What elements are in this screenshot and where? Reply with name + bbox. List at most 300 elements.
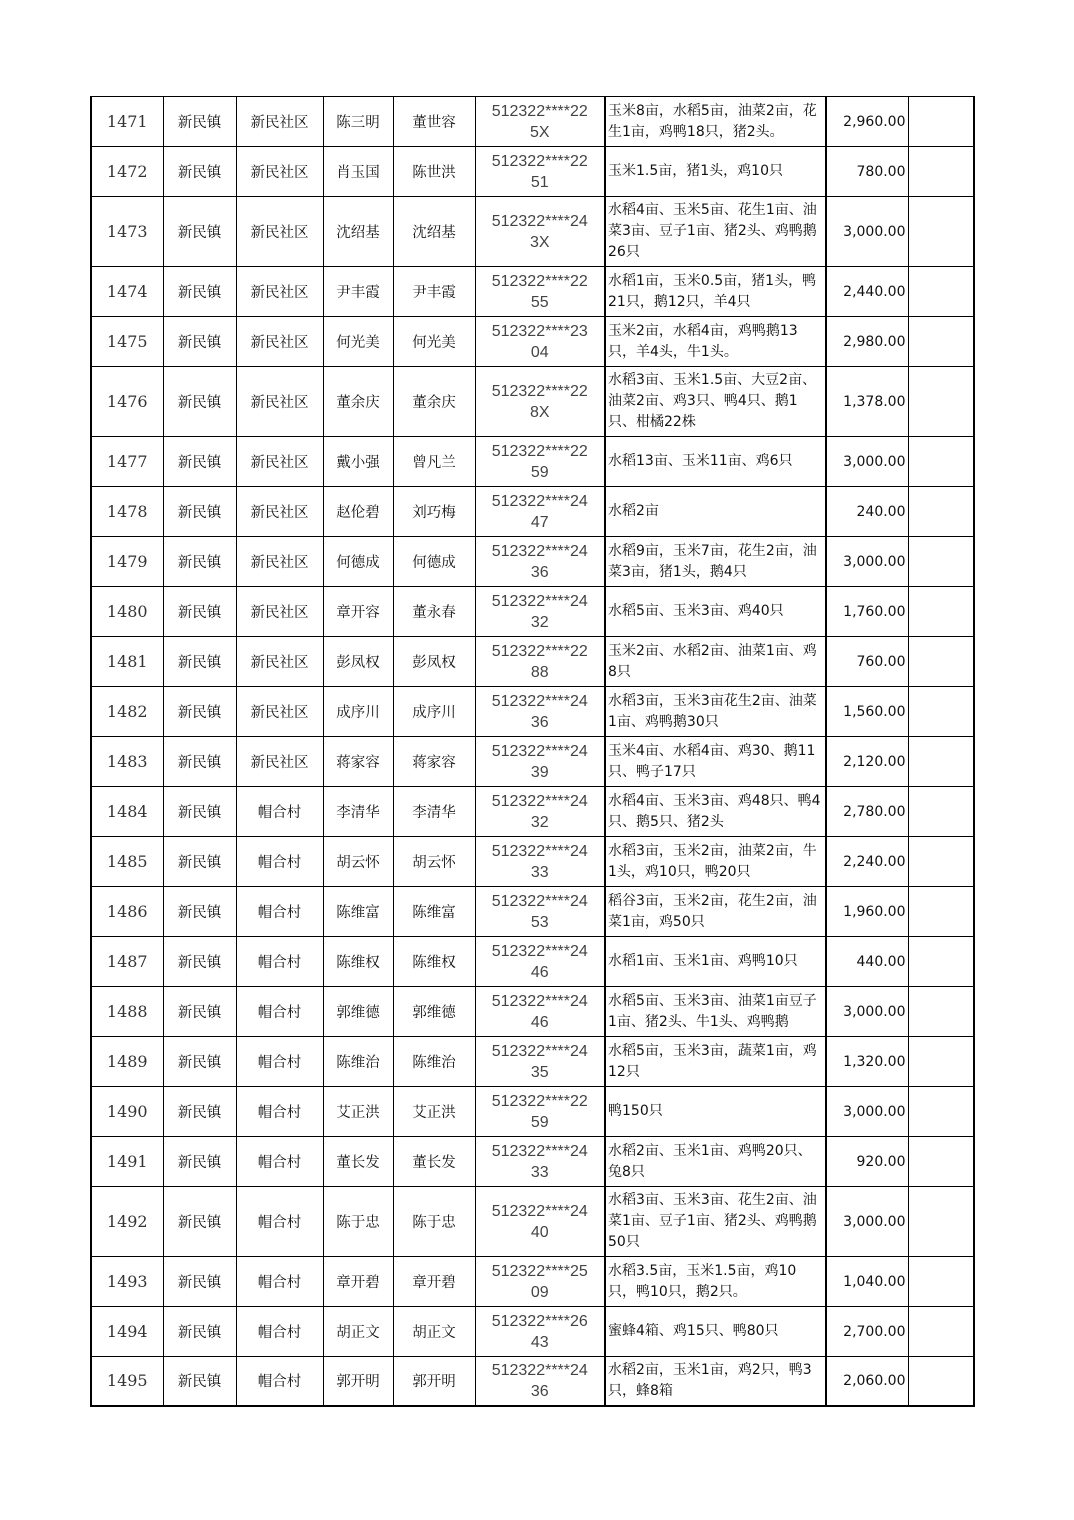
row-number: 1474 — [91, 267, 163, 317]
amount-cell: 780.00 — [826, 147, 908, 197]
table-row — [91, 1307, 974, 1357]
table-row — [91, 987, 974, 1037]
production-description-text: 玉米4亩、水稻4亩、鸡30、鹅11只、鸭子17只 — [608, 742, 816, 780]
id-number-cell — [475, 837, 605, 887]
remarks-cell — [908, 1307, 974, 1357]
id-number-cell — [475, 1187, 605, 1257]
household-head-cell: 胡正文 — [393, 1307, 475, 1357]
applicant-name-cell: 肖玉国 — [323, 147, 393, 197]
applicant-name-cell: 章开碧 — [323, 1257, 393, 1307]
applicant-name-cell: 董余庆 — [323, 367, 393, 437]
table-row — [91, 937, 974, 987]
production-description-text: 水稻1亩、玉米1亩、鸡鸭10只 — [608, 953, 798, 969]
town-cell: 新民镇 — [163, 537, 236, 587]
id-number-cell — [475, 367, 605, 437]
applicant-name-cell: 何德成 — [323, 537, 393, 587]
id-number-part: 512322****24 — [491, 842, 588, 860]
table-row — [91, 267, 974, 317]
applicant-name-cell: 何光美 — [323, 317, 393, 367]
production-description-cell — [605, 1037, 826, 1087]
table-row — [91, 317, 974, 367]
production-description-cell — [605, 637, 826, 687]
id-number-part: 512322****24 — [491, 792, 588, 810]
id-number-part: 39 — [530, 763, 549, 781]
row-number: 1479 — [91, 537, 163, 587]
id-number-part: 36 — [530, 1382, 549, 1400]
id-number-cell — [475, 147, 605, 197]
row-number: 1476 — [91, 367, 163, 437]
id-number-cell — [475, 487, 605, 537]
production-description-cell — [605, 1257, 826, 1307]
id-number-cell — [475, 1257, 605, 1307]
production-description-text: 水稻13亩、玉米11亩、鸡6只 — [608, 453, 793, 469]
applicant-name-cell: 陈维治 — [323, 1037, 393, 1087]
id-number-part: 04 — [530, 343, 549, 361]
village-cell: 新民社区 — [236, 637, 323, 687]
applicant-name-cell: 陈维富 — [323, 887, 393, 937]
town-cell: 新民镇 — [163, 197, 236, 267]
id-number-cell — [475, 317, 605, 367]
remarks-cell — [908, 637, 974, 687]
household-head-cell: 董长发 — [393, 1137, 475, 1187]
household-head-cell: 刘巧梅 — [393, 487, 475, 537]
production-description-cell — [605, 317, 826, 367]
amount-cell: 3,000.00 — [826, 437, 908, 487]
household-head-cell: 成序川 — [393, 687, 475, 737]
remarks-cell — [908, 587, 974, 637]
amount-cell: 1,040.00 — [826, 1257, 908, 1307]
table-row — [91, 487, 974, 537]
production-description-text: 玉米2亩、水稻2亩、油菜1亩、鸡8只 — [608, 642, 817, 680]
production-description-text: 水稻1亩，玉米0.5亩，猪1头，鸭21只，鹅12只，羊4只 — [608, 272, 817, 310]
production-description-text: 玉米1.5亩，猪1头，鸡10只 — [608, 163, 783, 179]
household-head-cell: 沈绍基 — [393, 197, 475, 267]
id-number-cell — [475, 637, 605, 687]
id-number-cell — [475, 737, 605, 787]
town-cell: 新民镇 — [163, 587, 236, 637]
village-cell: 帽合村 — [236, 937, 323, 987]
id-number-part: 512322****22 — [491, 1092, 588, 1110]
applicant-name-cell: 章开容 — [323, 587, 393, 637]
town-cell: 新民镇 — [163, 1037, 236, 1087]
table-row — [91, 147, 974, 197]
production-description-text: 水稻4亩、玉米3亩、鸡48只、鸭4只、鹅5只、猪2头 — [608, 792, 821, 830]
amount-cell: 3,000.00 — [826, 1087, 908, 1137]
remarks-cell — [908, 147, 974, 197]
applicant-name-cell: 彭凤权 — [323, 637, 393, 687]
id-number-part: 59 — [530, 463, 549, 481]
production-description-text: 玉米8亩，水稻5亩，油菜2亩，花生1亩，鸡鸭18只，猪2头。 — [608, 102, 817, 140]
village-cell: 新民社区 — [236, 97, 323, 147]
id-number-part: 32 — [530, 613, 549, 631]
table-row — [91, 437, 974, 487]
production-description-cell — [605, 887, 826, 937]
id-number-cell — [475, 1357, 605, 1406]
town-cell: 新民镇 — [163, 267, 236, 317]
id-number-part: 43 — [530, 1333, 549, 1351]
table-row — [91, 367, 974, 437]
town-cell: 新民镇 — [163, 1257, 236, 1307]
amount-cell: 1,320.00 — [826, 1037, 908, 1087]
production-description-text: 水稻9亩，玉米7亩，花生2亩，油菜3亩，猪1头，鹅4只 — [608, 542, 817, 580]
production-description-cell — [605, 987, 826, 1037]
row-number: 1472 — [91, 147, 163, 197]
id-number-cell — [475, 97, 605, 147]
applicant-name-cell: 蒋家容 — [323, 737, 393, 787]
town-cell: 新民镇 — [163, 987, 236, 1037]
id-number-part: 512322****24 — [491, 542, 588, 560]
household-head-cell: 尹丰霞 — [393, 267, 475, 317]
table-row — [91, 1037, 974, 1087]
household-head-cell: 董世容 — [393, 97, 475, 147]
amount-cell: 1,760.00 — [826, 587, 908, 637]
production-description-text: 水稻5亩，玉米3亩，蔬菜1亩，鸡12只 — [608, 1042, 817, 1080]
amount-cell: 2,060.00 — [826, 1357, 908, 1406]
production-description-cell — [605, 937, 826, 987]
id-number-part: 512322****22 — [491, 442, 588, 460]
production-description-cell — [605, 147, 826, 197]
production-description-cell — [605, 587, 826, 637]
amount-cell: 760.00 — [826, 637, 908, 687]
id-number-part: 512322****24 — [491, 492, 588, 510]
id-number-cell — [475, 537, 605, 587]
remarks-cell — [908, 987, 974, 1037]
applicant-name-cell: 陈维权 — [323, 937, 393, 987]
row-number: 1492 — [91, 1187, 163, 1257]
row-number: 1493 — [91, 1257, 163, 1307]
applicant-name-cell: 陈于忠 — [323, 1187, 393, 1257]
production-description-text: 水稻2亩，玉米1亩，鸡2只，鸭3只，蜂8箱 — [608, 1361, 812, 1399]
village-cell: 帽合村 — [236, 1357, 323, 1406]
id-number-part: 09 — [530, 1283, 549, 1301]
production-description-cell — [605, 1307, 826, 1357]
production-description-text: 水稻3亩，玉米2亩，油菜2亩，牛1头，鸡10只，鸭20只 — [608, 842, 817, 880]
village-cell: 帽合村 — [236, 1037, 323, 1087]
town-cell: 新民镇 — [163, 937, 236, 987]
id-number-part: 512322****24 — [491, 742, 588, 760]
amount-cell: 1,378.00 — [826, 367, 908, 437]
applicant-name-cell: 胡正文 — [323, 1307, 393, 1357]
village-cell: 帽合村 — [236, 837, 323, 887]
table-row — [91, 737, 974, 787]
table-row — [91, 687, 974, 737]
id-number-part: 46 — [530, 963, 549, 981]
production-description-cell — [605, 267, 826, 317]
production-description-text: 玉米2亩，水稻4亩，鸡鸭鹅13只，羊4头，牛1头。 — [608, 322, 798, 360]
village-cell: 新民社区 — [236, 487, 323, 537]
id-number-part: 32 — [530, 813, 549, 831]
id-number-part: 88 — [530, 663, 549, 681]
id-number-cell — [475, 987, 605, 1037]
amount-cell: 2,780.00 — [826, 787, 908, 837]
row-number: 1491 — [91, 1137, 163, 1187]
applicant-name-cell: 戴小强 — [323, 437, 393, 487]
id-number-part: 35 — [530, 1063, 549, 1081]
town-cell: 新民镇 — [163, 1187, 236, 1257]
remarks-cell — [908, 1187, 974, 1257]
id-number-cell — [475, 1307, 605, 1357]
id-number-cell — [475, 937, 605, 987]
remarks-cell — [908, 267, 974, 317]
id-number-part: 36 — [530, 563, 549, 581]
production-description-cell — [605, 1137, 826, 1187]
town-cell: 新民镇 — [163, 837, 236, 887]
row-number: 1494 — [91, 1307, 163, 1357]
household-head-cell: 董余庆 — [393, 367, 475, 437]
village-cell: 新民社区 — [236, 737, 323, 787]
household-head-cell: 胡云怀 — [393, 837, 475, 887]
village-cell: 帽合村 — [236, 1137, 323, 1187]
applicant-name-cell: 成序川 — [323, 687, 393, 737]
production-description-text: 水稻3亩、玉米1.5亩、大豆2亩、油菜2亩、鸡3只、鸭4只、鹅1只、柑橘22株 — [608, 372, 817, 430]
village-cell: 新民社区 — [236, 687, 323, 737]
applicant-name-cell: 董长发 — [323, 1137, 393, 1187]
applicant-name-cell: 胡云怀 — [323, 837, 393, 887]
amount-cell: 1,960.00 — [826, 887, 908, 937]
household-head-cell: 蒋家容 — [393, 737, 475, 787]
production-description-cell — [605, 367, 826, 437]
production-description-cell — [605, 537, 826, 587]
row-number: 1483 — [91, 737, 163, 787]
town-cell: 新民镇 — [163, 367, 236, 437]
household-head-cell: 曾凡兰 — [393, 437, 475, 487]
village-cell: 帽合村 — [236, 787, 323, 837]
amount-cell: 2,960.00 — [826, 97, 908, 147]
remarks-cell — [908, 937, 974, 987]
row-number: 1471 — [91, 97, 163, 147]
remarks-cell — [908, 1137, 974, 1187]
production-description-cell — [605, 837, 826, 887]
records-table — [90, 96, 975, 1407]
row-number: 1495 — [91, 1357, 163, 1406]
remarks-cell — [908, 1257, 974, 1307]
applicant-name-cell: 李清华 — [323, 787, 393, 837]
town-cell: 新民镇 — [163, 317, 236, 367]
id-number-part: 512322****24 — [491, 1361, 588, 1379]
id-number-part: 33 — [530, 1163, 549, 1181]
town-cell: 新民镇 — [163, 437, 236, 487]
row-number: 1488 — [91, 987, 163, 1037]
production-description-cell — [605, 97, 826, 147]
town-cell: 新民镇 — [163, 147, 236, 197]
production-description-cell — [605, 687, 826, 737]
row-number: 1490 — [91, 1087, 163, 1137]
row-number: 1486 — [91, 887, 163, 937]
production-description-text: 水稻2亩 — [608, 503, 659, 519]
table-row — [91, 887, 974, 937]
remarks-cell — [908, 367, 974, 437]
id-number-part: 512322****22 — [491, 382, 588, 400]
applicant-name-cell: 陈三明 — [323, 97, 393, 147]
production-description-text: 水稻3.5亩，玉米1.5亩，鸡10只，鸭10只，鹅2只。 — [608, 1262, 797, 1300]
remarks-cell — [908, 687, 974, 737]
row-number: 1473 — [91, 197, 163, 267]
production-description-cell — [605, 197, 826, 267]
village-cell: 新民社区 — [236, 317, 323, 367]
table-row — [91, 1257, 974, 1307]
household-head-cell: 艾正洪 — [393, 1087, 475, 1137]
id-number-part: 512322****22 — [491, 642, 588, 660]
amount-cell: 3,000.00 — [826, 987, 908, 1037]
id-number-part: 512322****25 — [491, 1262, 588, 1280]
id-number-part: 512322****24 — [491, 592, 588, 610]
household-head-cell: 陈于忠 — [393, 1187, 475, 1257]
household-head-cell: 何光美 — [393, 317, 475, 367]
household-head-cell: 董永春 — [393, 587, 475, 637]
household-head-cell: 李清华 — [393, 787, 475, 837]
village-cell: 帽合村 — [236, 1257, 323, 1307]
table-row — [91, 637, 974, 687]
production-description-text: 水稻2亩、玉米1亩、鸡鸭20只、兔8只 — [608, 1142, 812, 1180]
remarks-cell — [908, 437, 974, 487]
id-number-part: 33 — [530, 863, 549, 881]
id-number-part: 36 — [530, 713, 549, 731]
amount-cell: 2,440.00 — [826, 267, 908, 317]
household-head-cell: 郭开明 — [393, 1357, 475, 1406]
id-number-part: 8X — [529, 403, 550, 421]
id-number-part: 59 — [530, 1113, 549, 1131]
production-description-text: 水稻5亩、玉米3亩、鸡40只 — [608, 603, 784, 619]
applicant-name-cell: 艾正洪 — [323, 1087, 393, 1137]
id-number-part: 40 — [530, 1223, 549, 1241]
village-cell: 新民社区 — [236, 197, 323, 267]
amount-cell: 2,120.00 — [826, 737, 908, 787]
remarks-cell — [908, 887, 974, 937]
village-cell: 新民社区 — [236, 147, 323, 197]
table-row — [91, 1187, 974, 1257]
id-number-part: 512322****24 — [491, 212, 588, 230]
id-number-part: 55 — [530, 293, 549, 311]
id-number-cell — [475, 687, 605, 737]
town-cell: 新民镇 — [163, 687, 236, 737]
town-cell: 新民镇 — [163, 737, 236, 787]
id-number-part: 512322****22 — [491, 102, 588, 120]
production-description-cell — [605, 437, 826, 487]
id-number-part: 512322****22 — [491, 152, 588, 170]
id-number-part: 3X — [529, 233, 550, 251]
id-number-part: 51 — [530, 173, 549, 191]
production-description-text: 稻谷3亩，玉米2亩，花生2亩，油菜1亩，鸡50只 — [608, 892, 817, 930]
town-cell: 新民镇 — [163, 1137, 236, 1187]
town-cell: 新民镇 — [163, 97, 236, 147]
id-number-part: 53 — [530, 913, 549, 931]
id-number-part: 47 — [530, 513, 549, 531]
town-cell: 新民镇 — [163, 487, 236, 537]
village-cell: 新民社区 — [236, 437, 323, 487]
amount-cell: 240.00 — [826, 487, 908, 537]
remarks-cell — [908, 737, 974, 787]
amount-cell: 3,000.00 — [826, 537, 908, 587]
row-number: 1482 — [91, 687, 163, 737]
village-cell: 帽合村 — [236, 887, 323, 937]
amount-cell: 3,000.00 — [826, 1187, 908, 1257]
production-description-text: 水稻5亩、玉米3亩、油菜1亩豆子1亩、猪2头、牛1头、鸡鸭鹅 — [608, 992, 817, 1030]
household-head-cell: 陈维治 — [393, 1037, 475, 1087]
id-number-part: 512322****26 — [491, 1312, 588, 1330]
id-number-part: 5X — [529, 123, 550, 141]
amount-cell: 920.00 — [826, 1137, 908, 1187]
production-description-cell — [605, 1187, 826, 1257]
id-number-cell — [475, 787, 605, 837]
village-cell: 新民社区 — [236, 267, 323, 317]
village-cell: 新民社区 — [236, 537, 323, 587]
production-description-text: 水稻3亩，玉米3亩花生2亩、油菜1亩、鸡鸭鹅30只 — [608, 692, 817, 730]
id-number-cell — [475, 1037, 605, 1087]
remarks-cell — [908, 787, 974, 837]
production-description-text: 水稻4亩、玉米5亩、花生1亩、油菜3亩、豆子1亩、猪2头、鸡鸭鹅26只 — [608, 202, 817, 260]
id-number-cell — [475, 197, 605, 267]
table-row — [91, 1137, 974, 1187]
row-number: 1487 — [91, 937, 163, 987]
remarks-cell — [908, 837, 974, 887]
amount-cell: 440.00 — [826, 937, 908, 987]
applicant-name-cell: 郭开明 — [323, 1357, 393, 1406]
town-cell: 新民镇 — [163, 887, 236, 937]
village-cell: 帽合村 — [236, 1307, 323, 1357]
household-head-cell: 郭维德 — [393, 987, 475, 1037]
id-number-part: 512322****24 — [491, 1042, 588, 1060]
village-cell: 帽合村 — [236, 1087, 323, 1137]
production-description-cell — [605, 1087, 826, 1137]
household-head-cell: 章开碧 — [393, 1257, 475, 1307]
row-number: 1485 — [91, 837, 163, 887]
table-row — [91, 1087, 974, 1137]
remarks-cell — [908, 97, 974, 147]
id-number-part: 512322****24 — [491, 992, 588, 1010]
household-head-cell: 陈维富 — [393, 887, 475, 937]
production-description-text: 蜜蜂4箱、鸡15只、鸭80只 — [608, 1323, 779, 1339]
id-number-part: 512322****22 — [491, 272, 588, 290]
id-number-cell — [475, 1137, 605, 1187]
town-cell: 新民镇 — [163, 637, 236, 687]
applicant-name-cell: 尹丰霞 — [323, 267, 393, 317]
town-cell: 新民镇 — [163, 1087, 236, 1137]
remarks-cell — [908, 317, 974, 367]
remarks-cell — [908, 537, 974, 587]
amount-cell: 2,980.00 — [826, 317, 908, 367]
records-table-body — [91, 97, 974, 1406]
row-number: 1475 — [91, 317, 163, 367]
id-number-part: 512322****24 — [491, 892, 588, 910]
table-row — [91, 837, 974, 887]
id-number-cell — [475, 437, 605, 487]
household-head-cell: 陈世洪 — [393, 147, 475, 197]
row-number: 1489 — [91, 1037, 163, 1087]
table-row — [91, 587, 974, 637]
row-number: 1478 — [91, 487, 163, 537]
production-description-cell — [605, 787, 826, 837]
id-number-part: 512322****23 — [491, 322, 588, 340]
production-description-cell — [605, 1357, 826, 1406]
household-head-cell: 何德成 — [393, 537, 475, 587]
table-row — [91, 1357, 974, 1406]
amount-cell: 3,000.00 — [826, 197, 908, 267]
village-cell: 帽合村 — [236, 987, 323, 1037]
production-description-cell — [605, 487, 826, 537]
household-head-cell: 彭凤权 — [393, 637, 475, 687]
row-number: 1480 — [91, 587, 163, 637]
production-description-text: 水稻3亩、玉米3亩、花生2亩、油菜1亩、豆子1亩、猪2头、鸡鸭鹅50只 — [608, 1192, 817, 1250]
id-number-cell — [475, 1087, 605, 1137]
remarks-cell — [908, 1357, 974, 1406]
village-cell: 新民社区 — [236, 367, 323, 437]
applicant-name-cell: 沈绍基 — [323, 197, 393, 267]
table-row — [91, 197, 974, 267]
applicant-name-cell: 赵伦碧 — [323, 487, 393, 537]
row-number: 1477 — [91, 437, 163, 487]
amount-cell: 2,240.00 — [826, 837, 908, 887]
household-head-cell: 陈维权 — [393, 937, 475, 987]
